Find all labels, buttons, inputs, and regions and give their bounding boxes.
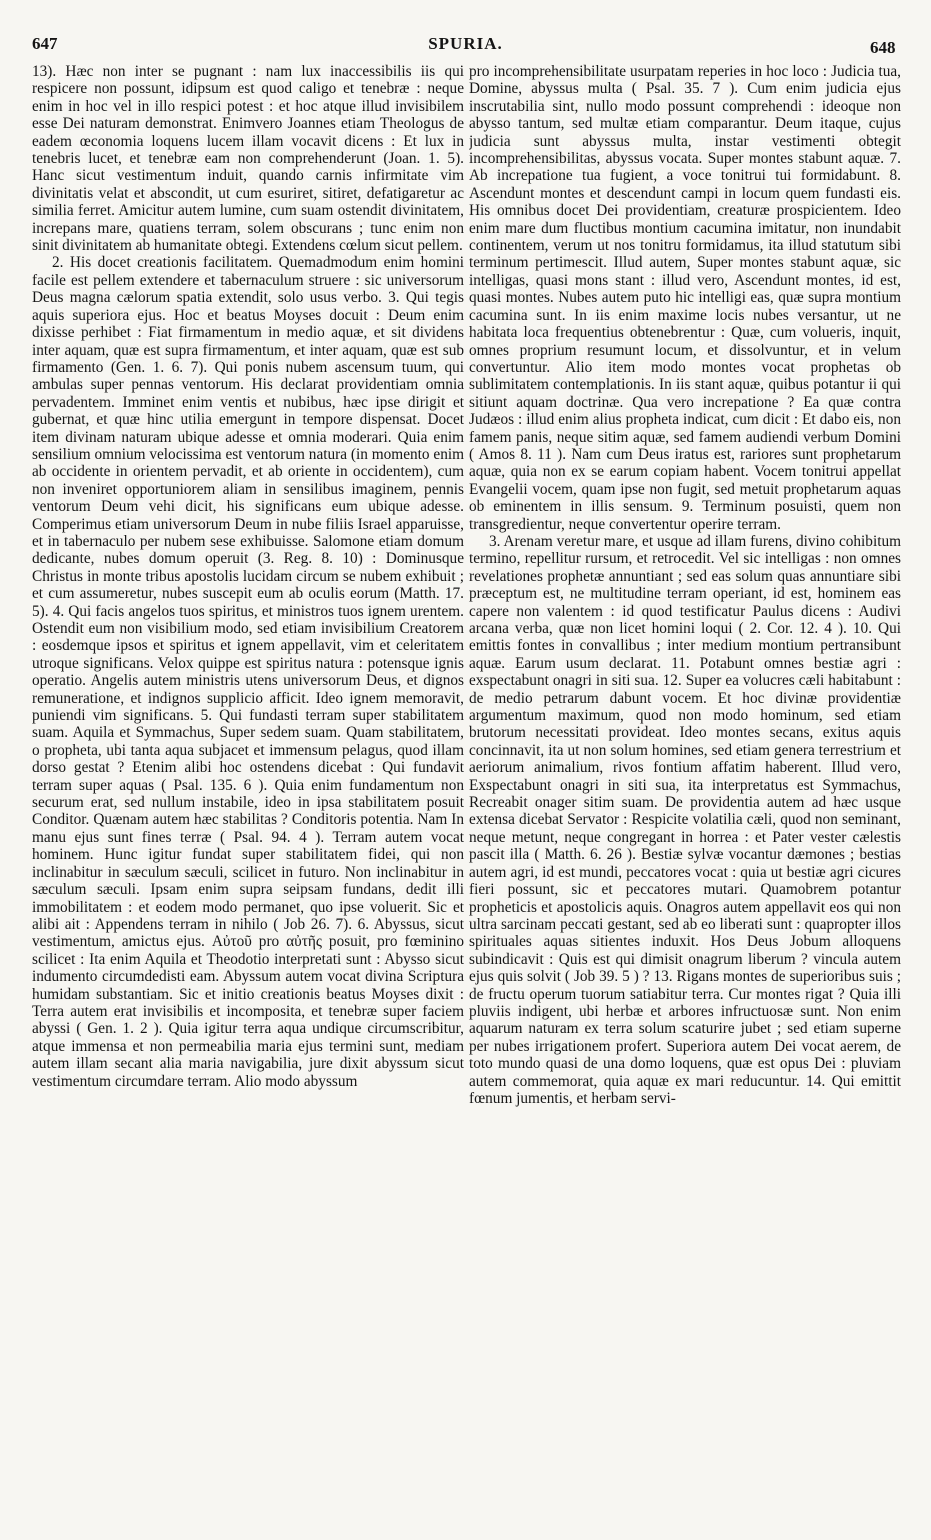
- left-column: [32, 63, 464, 1525]
- paragraph: pro incomprehensibilitate usurpatam reperies in hoc loco : Judicia tua, Domine, abyssus multa ( Psal. 35. 7 ). Cum enim judicia ejus inscrutabilia sint, nullo modo possunt comprehendi : ideoque non abysso tantum, sed multæ etiam comparantur. Deum itaque, cujus judicia sunt abyssus multa, instar vestimenti obtegit incomprehensibilitas, abyssus vocata. Super montes stabunt aquæ. 7. Ab increpatione tua fugient, a voce tonitrui tui formidabunt. 8. Ascendunt montes et descendunt campi in locum quem fundasti eis. His omnibus docet Dei providentiam, creaturæ prospicientem. Ideo enim mare dum fluctibus montium cacumina imitatur, non inundabit continentem, verum ut nos tonitru formidamus, ita illud statutum sibi terminum pertimescit. Illud autem, Super montes stabunt aquæ, sic intelligas, quasi mons stant : illud vero, Ascendunt montes, id est, quasi montes. Nubes autem puto hic intelligi eas, quæ supra montium cacumina sunt. In iis enim maxime locis nubes versantur, ut ne habitata loca frequentius obtenebrentur : Quæ, cum volueris, inquit, omnes proprium resumunt locum, et dissolvuntur, et in velum convertuntur. Alio item modo montes vocat prophetas ob sublimitatem contemplationis. In iis stant aquæ, quibus potantur ii qui sitiunt aquam doctrinæ. Qua vero increpatione ? Ea quæ contra Judæos : illud enim alius propheta indicat, cum dicit : Et dabo eis, non famem panis, neque sitim aquæ, sed famem audiendi verbum Domini ( Amos 8. 11 ). Nam cum Deus iratus est, rariores sunt prophetarum aquæ, quia non ex se earum copiam habent. Vocem tonitrui appellat Evangelii vocem, quam ipse non fugit, sed metuit prophetarum aquas ob eminentem in illis sensum. 9. Terminum posuisti, quem non transgredientur, neque convertentur operire terram.: [469, 63, 901, 533]
- paragraph: 2. His docet creationis facilitatem. Quemadmodum enim homini facile est pellem extendere et tabernaculum struere : sic universorum Deus magna cælorum spatia extendit, solo usus verbo. 3. Qui tegis aquis superiora ejus. Hoc et beatus Moyses docuit : Deum enim dixisse perhibet : Fiat firmamentum in medio aquæ, et sit dividens inter aquam, quæ est supra firmamentum, et inter aquam, quæ est sub firmamento (Gen. 1. 6. 7). Qui ponis nubem ascensum tuum, qui ambulas super pennas ventorum. His declarat providentiam omnia pervadentem. Imminet enim ventis et nubibus, hæc ipse dirigit et gubernat, et quæ hinc utilia emergunt in tempore dispensat. Docet item divinam naturam ubique adesse et omnia moderari. Quia enim sensilium omnium velocissima est ventorum natura (in momento enim ab occidente in orientem pervadit, et ab oriente in occidentem), cum non inveniret opportuniorem aliam in sensilibus imaginem, pennis ventorum Deum vehi dicit, his significans eum ubique adesse. Comperimus etiam universorum Deum in nube filiis Israel apparuisse, et in tabernaculo per nubem sese exhibuisse. Salomone etiam domum dedicante, nubes domum operuit (3. Reg. 8. 10) : Dominusque Christus in monte tribus apostolis lucidam circum se nubem exhibuit ; et cum assumeretur, nubes suscepit eum ab oculis eorum (Matth. 17. 5). 4. Qui facis angelos tuos spiritus, et ministros tuos ignem urentem. Ostendit eum non visibilium modo, sed etiam invisibilium Creatorem : eosdemque ipsos et spiritus et ignem appellavit, vim et celeritatem utroque significans. Velox quippe est spiritus natura : potensque ignis operatio. Angelis autem ministris utens universorum Deus, et dignos remuneratione, et indignos supplicio afficit. Ideo ignem memoravit, puniendi vim significans. 5. Qui fundasti terram super stabilitatem suam. Aquila et Symmachus, Super sedem suam. Quam stabilitatem, o propheta, ubi tanta aqua subjacet et immensum pelagus, quod illam dorso gestat ? Etenim alibi hoc ostendens dicebat : Qui fundavit terram super aquas ( Psal. 135. 6 ). Quia enim fundamentum non securum erat, sed nullum instabile, ideo in ipsa stabilitatem posuit Conditor. Quænam autem hæc stabilitas ? Conditoris potentia. Nam In manu ejus sunt fines terræ ( Psal. 94. 4 ). Terram autem vocat hominem. Hunc igitur fundat super stabilitatem fidei, qui non inclinabitur in sæculum sæculi, scilicet in futuro. Non inclinabitur in sæculum sæculi. Ipsam enim supra seipsam fundans, dedit illi immobilitatem : et eodem modo permanet, quo ipse voluerit. Sic et alibi ait : Appendens terram in nihilo ( Job 26. 7). 6. Abyssus, sicut vestimentum, amictus ejus. Αὐτοῦ pro αὐτῆς posuit, pro fœminino scilicet : Ita enim Aquila et Theodotio interpretati sunt : Abysso sicut indumento circumdedisti eam. Abyssum autem vocat divina Scriptura humidam substantiam. Sic et initio creationis beatus Moyses dixit : Terra autem erat invisibilis et incomposita, et tenebræ super faciem abyssi ( Gen. 1. 2 ). Quia igitur terra aqua undique circumscribitur, atque immensa et non permeabilia maria ejus termini sunt, mediam autem illam secant alia maria navigabilia, jure dixit abyssum sicut vestimentum circumdare terram. Alio modo abyssum: [32, 254, 464, 1090]
- paragraph: 13). Hæc non inter se pugnant : nam lux inaccessibilis iis qui respicere non possunt, idipsum est quod caligo et tenebræ : neque enim in hoc vel in illo respici potest : et hoc atque illud invisibilem esse Dei naturam demonstrat. Enimvero Joannes etiam Theologus de eadem œconomia loquens lucem illam vocavit dicens : Et lux in tenebris lucet, et tenebræ eam non comprehenderunt (Joan. 1. 5). Hanc sicut vestimentum induit, quando carnis infirmitate vim divinitatis velat et abscondit, ut cum esuriret, sitiret, defatigaretur ac similia ferret. Amicitur autem lumine, cum suam ostendit divinitatem, increpans mare, quatiens terram, solem obscurans ; tunc enim non sinit divinitatem ab humanitate obtegi. Extendens cœlum sicut pellem.: [32, 63, 464, 255]
- paragraph: 3. Arenam veretur mare, et usque ad illam furens, divino cohibitum termino, repellitur rursum, et retrocedit. Vel sic intelligas : non omnes revelationes prophetæ annuntiant ; sed eas solum quas annuntiare sibi præceptum est, ne multitudine terram operiant, id est, hominem eas capere non valentem : id quod testificatur Paulus dicens : Audivi arcana verba, quæ non licet homini loqui ( 2. Cor. 12. 4 ). 10. Qui emittis fontes in convallibus ; inter medium montium pertransibunt aquæ. Earum usum declarat. 11. Potabunt omnes bestiæ agri : exspectabunt onagri in siti sua. 12. Super ea volucres cæli habitabunt : de medio petrarum dabunt vocem. Et hoc divinæ providentiæ argumentum maximum, quod non modo hominum, sed etiam brutorum necessitati provideat. Ideo montes secans, exitus aquis concinnavit, ita ut non solum homines, sed etiam genera terrestrium et aeriorum animalium, rivos fontium affatim haberent. Illud vero, Exspectabunt onagri in siti sua, ita interpretatus est Symmachus, Recreabit onager sitim suam. De providentia autem ad hæc usque extensa dicebat Servator : Respicite volatilia cæli, quod non seminant, neque metunt, neque congregant in horrea : et Pater vester cælestis pascit illa ( Matth. 6. 26 ). Bestiæ sylvæ vocantur dæmones ; bestias autem agri, id est mundi, peccatores vocat : quia ut bestiæ agri cicures fieri possunt, sic et peccatores mutari. Quamobrem potantur propheticis et apostolicis aquis. Onagros autem appellavit eos qui non ultra sarcinam peccati gestant, sed ab eo liberati sunt : quapropter illos spirituales aquas sitientes induxit. Hos Deus Jobum alloquens subindicavit : Quis est qui dimisit onagrum liberum ? vincula autem ejus quis solvit ( Job 39. 5 ) ? 13. Rigans montes de superioribus suis ; de fructu operum tuorum satiabitur terra. Cur montes rigat ? Quia illi pluviis indigent, ubi herbæ et arbores infructuosæ sunt. Non enim aquarum naturam ex terra solum scaturire jubet ; sed etiam superne per nubes irrigationem profert. Superiora autem Dei vocat aerem, de toto mundo quasi de una domo loquens, quæ est opus Dei : pluviam autem commemorat, quia aquæ ex mari reducuntur. 14. Qui emittit fœnum jumentis, et herbam servi-: [469, 532, 901, 1107]
- left-page-number: 647: [32, 34, 58, 53]
- right-column: [469, 63, 901, 1525]
- running-title: SPURIA.: [428, 34, 503, 53]
- right-page-number: 648: [870, 38, 896, 57]
